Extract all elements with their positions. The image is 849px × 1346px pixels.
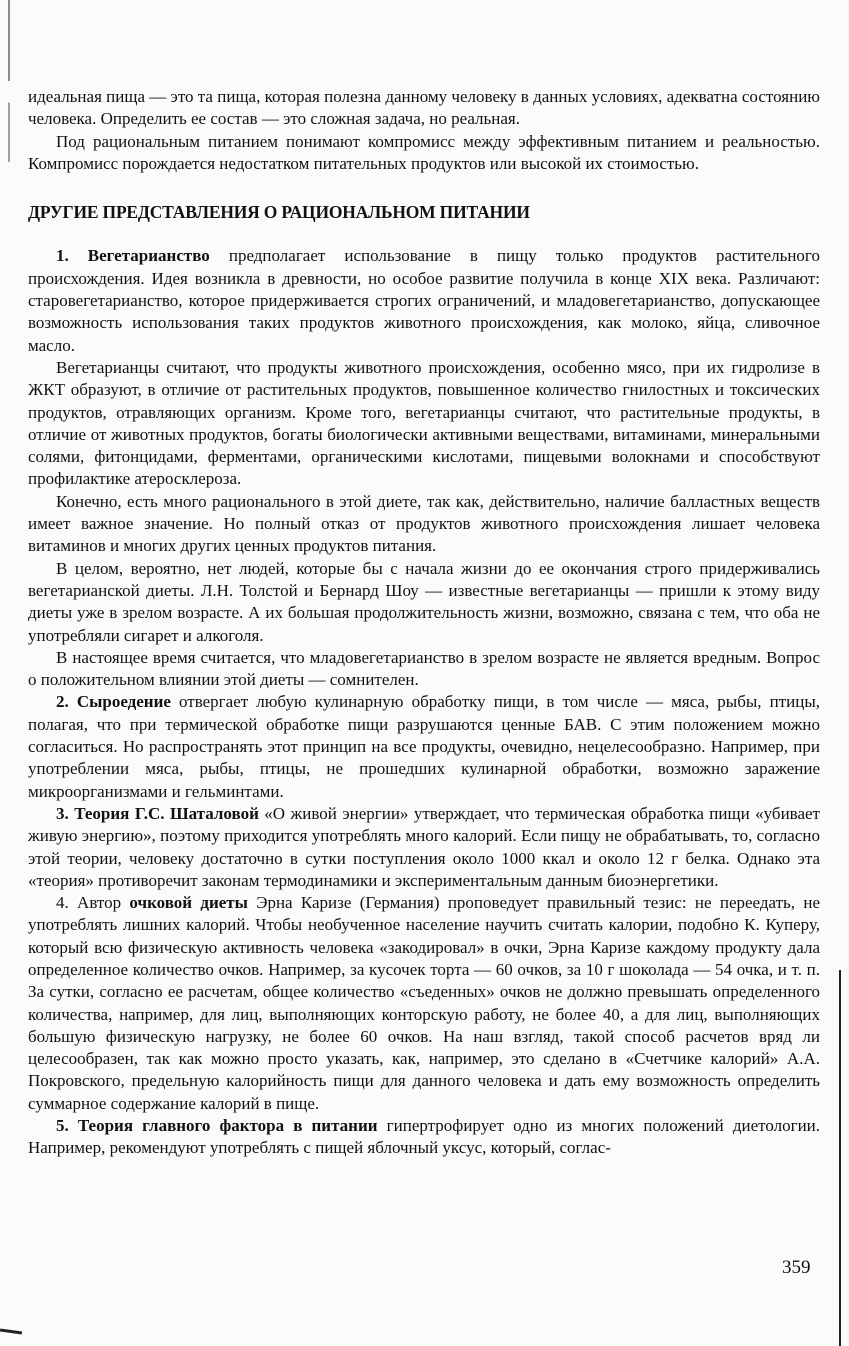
main-factor-text: гипертрофирует одно из многих положений диетологии. Например, рекомендуют употреблять с пищей яблочный уксус, который, соглас- [28, 1116, 821, 1158]
main-factor-term: 5. Теория главного фактора в питании [56, 1116, 378, 1136]
page-number: 359 [782, 1257, 811, 1278]
vegetarianism-paragraph-2: Вегетарианцы считают, что продукты животного происхождения, особенно мясо, при их гидролизе в ЖКТ образуют, в отличие от растительных продуктов, повышенное количество гнилостных и токсических продуктов, отравляющих организм. Кроме того, вегетарианцы считают, что растительные продукты, в отличие от животных продуктов, богаты биологически активными веществами, витаминами, минеральными солями, фитонцидами, ферментами, органическими кислотами, пищевыми волокнами и способствуют профилактике атеросклероза. [28, 357, 820, 489]
shatalova-paragraph [28, 803, 820, 892]
intro-paragraph-1: идеальная пища — это та пища, которая полезна данному человеку в данных условиях, адекватна состоянию человека. Определить ее состав — это сложная задача, но реальная. [28, 87, 820, 129]
vegetarianism-paragraph-5: В настоящее время считается, что младовегетарианство в зрелом возрасте не является вредным. Вопрос о положительном влиянии этой диеты — сомнителен. [28, 647, 820, 690]
main-factor-paragraph [28, 1115, 820, 1160]
vegetarianism-paragraph-4: В целом, вероятно, нет людей, которые бы с начала жизни до ее окончания строго придерживались вегетарианской диеты. Л.Н. Толстой и Бернард Шоу — известные вегетарианцы — пришли к этому виду диеты уже в зрелом возрасте. А их большая продолжительность жизни, возможно, связана с тем, что оба не употребляли сигарет и алкоголя. [28, 558, 820, 645]
points-diet-paragraph [28, 892, 820, 1115]
points-diet-text: Эрна Каризе (Германия) проповедует правильный тезис: не переедать, не употреблять лишних калорий. Чтобы необученное население научить считать калории, подобно К. Куперу, который всю физическую активность человека «закодировал» в очки, Эрна Каризе каждому продукту дала определенное количество очков. Например, за кусочек торта — 60 очков, за 10 г шоколада — 54 очка, и т. п. За сутки, согласно ее расчетам, общее количество «съеденных» очков не должно превышать определенного количества, например, для лиц, выполняющих конторскую работу, не более 40, а для лиц, выполняющих большую физическую нагрузку, не более 60 очков. На наш взгляд, такой способ расчетов вряд ли целесообразен, так как можно просто указать, как, например, это сделано в «Счетчике калорий» А.А. Покровского, предельную калорийность пищи для данного человека и дать ему возможность определить суммарное содержание калорий в пище. [28, 893, 820, 1113]
points-diet-term: очковой диеты [129, 893, 248, 913]
section-heading: ДРУГИЕ ПРЕДСТАВЛЕНИЯ О РАЦИОНАЛЬНОМ ПИТАНИИ [28, 202, 530, 223]
scan-corner-mark [0, 1328, 22, 1334]
raw-food-paragraph [28, 691, 820, 802]
shatalova-term: 3. Теория Г.С. Шаталовой [56, 803, 259, 823]
scan-border-line [839, 970, 841, 1346]
vegetarianism-paragraph-3: Конечно, есть много рационального в этой диете, так как, действительно, наличие балластных веществ имеет важное значение. Но полный отказ от продуктов животного происхождения лишает человека витаминов и многих других ценных продуктов питания. [28, 491, 820, 556]
page-body [28, 86, 820, 1160]
shatalova-text: «О живой энергии» утверждает, что термическая обработка пищи «убивает живую энергию», поэтому приходится употреблять много калорий. Если пищу не обрабатывать, то, согласно этой теории, человеку достаточно в сутки поступления около 1000 ккал и около 12 г белка. Однако эта «теория» противоречит законам термодинамики и экспериментальным данным биоэнергетики. [28, 803, 820, 890]
vegetarianism-paragraph [28, 245, 820, 356]
intro-paragraph-2: Под рациональным питанием понимают компромисс между эффективным питанием и реальностью. Компромисс порождается недостатком питательных продуктов или высокой их стоимостью. [28, 131, 820, 173]
vegetarianism-term: 1. Вегетарианство [56, 246, 210, 266]
vegetarianism-text: предполагает использование в пищу только продуктов растительного происхождения. Идея возникла в древности, но особое развитие получила в конце XIX века. Различают: старовегетарианство, которое придерживается строгих ограничений, и младовегетарианство, допускающее возможность использования таких продуктов животного происхождения, как молоко, яйца, сливочное масло. [28, 246, 820, 355]
raw-food-term: 2. Сыроедение [56, 692, 171, 712]
points-diet-prefix: 4. Автор [56, 893, 130, 913]
raw-food-text: отвергает любую кулинарную обработку пищи, в том числе — мяса, рыбы, птицы, полагая, что при термической обработке пищи разрушаются ценные БАВ. С этим положением можно согласиться. Но распространять этот принцип на все продукты, очевидно, нецелесообразно. Например, при употреблении мяса, рыбы, птицы, не прошедших кулинарной обработки, возможно заражение микроорганизмами и гельминтами. [28, 692, 821, 801]
scan-edge-mark [8, 0, 10, 270]
